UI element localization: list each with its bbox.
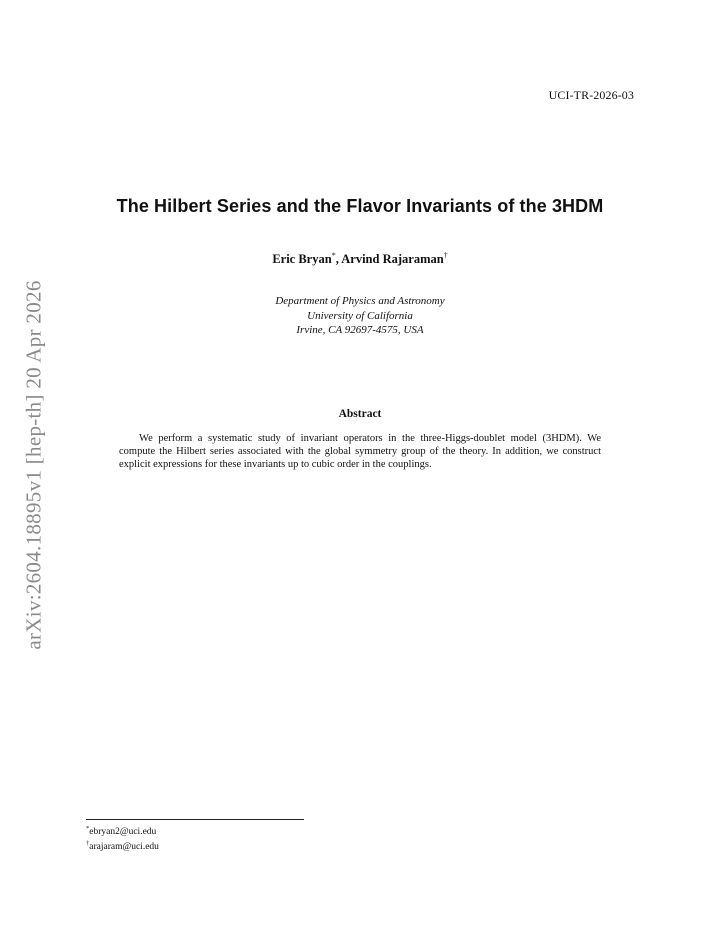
- author-list: [0, 251, 720, 267]
- affiliation-line: Irvine, CA 92697-4575, USA: [296, 324, 424, 336]
- author-name: Arvind Rajaraman: [341, 252, 444, 267]
- footnote-email-link[interactable]: arajaram@uci.edu: [89, 842, 159, 853]
- author-separator: ,: [335, 252, 342, 267]
- footnotes-block: [86, 823, 159, 853]
- author-name: Eric Bryan: [272, 252, 332, 267]
- abstract-text: We perform a systematic study of invariant operators in the three-Higgs-doublet model (3HDM). We compute the Hilbert series associated with the global symmetry group of the theory. In addition, we construct explicit expressions for these invariants up to cubic order in the couplings.: [119, 433, 601, 470]
- footnote-divider: [86, 819, 304, 820]
- footnote-mark: †: [86, 840, 90, 848]
- arxiv-identifier-stamp[interactable]: arXiv:2604.18895v1 [hep-th] 20 Apr 2026: [21, 280, 46, 650]
- footnote-mark: *: [86, 825, 90, 832]
- footnote-email-link[interactable]: ebryan2@uci.edu: [89, 827, 157, 838]
- author-footnote-mark[interactable]: †: [443, 251, 448, 260]
- affiliation-line: Department of Physics and Astronomy: [275, 295, 445, 307]
- paper-title: The Hilbert Series and the Flavor Invariants of the 3HDM: [116, 196, 604, 216]
- abstract-heading: Abstract: [338, 408, 382, 420]
- affiliation-line: University of California: [307, 309, 413, 322]
- author-footnote-mark[interactable]: *: [331, 251, 336, 260]
- footnote: [86, 823, 159, 838]
- footnote: [86, 838, 159, 853]
- affiliation-block: [0, 294, 720, 338]
- report-number: UCI-TR-2026-03: [548, 88, 634, 102]
